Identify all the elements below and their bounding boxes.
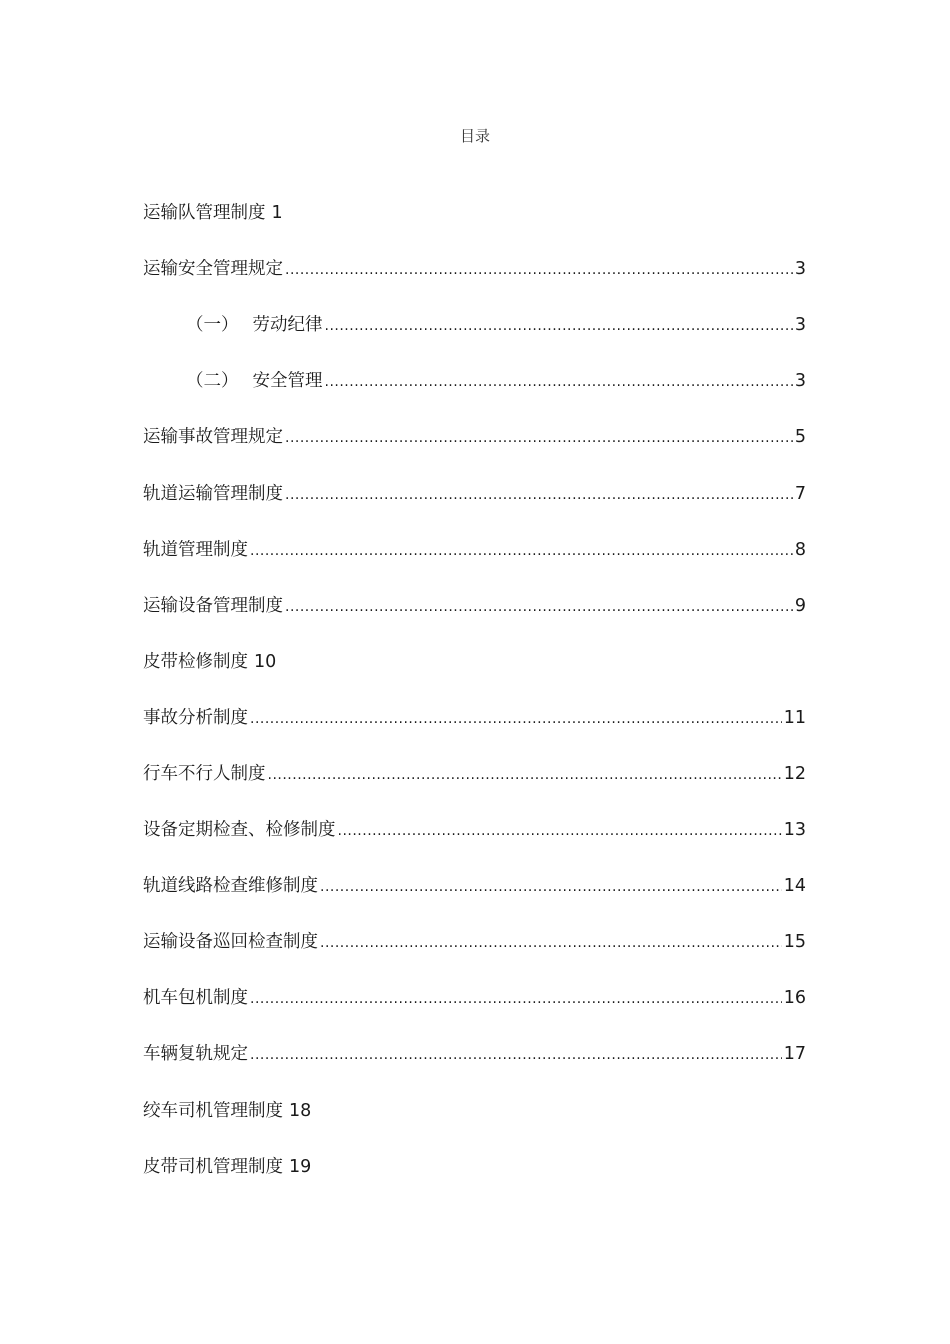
toc-entry-label: 轨道管理制度 — [143, 539, 248, 560]
toc-dot-leader — [338, 817, 782, 845]
toc-entry-page: 19 — [289, 1156, 312, 1177]
toc-entry-label: 运输设备管理制度 — [143, 595, 283, 616]
toc-entry[interactable] — [143, 914, 806, 970]
toc-entry-page: 9 — [794, 595, 806, 616]
toc-entry-label: 事故分析制度 — [143, 707, 248, 728]
toc-dot-leader — [325, 312, 793, 340]
toc-entry-label — [186, 311, 323, 339]
toc-entry-page: 1 — [271, 203, 283, 224]
toc-entry-label: 皮带司机管理制度 — [143, 1156, 283, 1177]
toc-entry-page: 8 — [794, 539, 806, 560]
toc-entry[interactable] — [143, 858, 806, 914]
toc-entry[interactable] — [143, 185, 806, 241]
toc-dot-leader — [250, 537, 793, 565]
toc-dot-leader — [285, 481, 793, 509]
toc-entry[interactable] — [143, 465, 806, 521]
toc-entry-label: 运输事故管理规定 — [143, 427, 283, 448]
toc-entry-label: 运输队管理制度 — [143, 203, 266, 224]
toc-entry-page: 7 — [794, 483, 806, 504]
toc-entry-prefix: （二） — [186, 371, 239, 392]
toc-entry[interactable] — [143, 522, 806, 578]
toc-entry-page: 10 — [254, 651, 277, 672]
toc-entry-page: 16 — [783, 988, 806, 1009]
toc-entry-page: 3 — [794, 315, 806, 336]
toc-entry-page: 5 — [794, 427, 806, 448]
toc-entry[interactable] — [143, 241, 806, 297]
toc-entry[interactable] — [143, 634, 806, 690]
toc-entry[interactable] — [143, 1083, 806, 1139]
toc-dot-leader — [285, 424, 793, 452]
toc-entry[interactable] — [143, 353, 806, 409]
toc-entry[interactable] — [143, 297, 806, 353]
toc-dot-leader — [250, 1041, 782, 1069]
toc-entry-page: 3 — [794, 259, 806, 280]
toc-dot-leader — [320, 929, 782, 957]
toc-entry-page: 14 — [783, 876, 806, 897]
toc-list — [143, 185, 806, 1195]
toc-entry-label: 机车包机制度 — [143, 988, 248, 1009]
toc-entry-label: 运输安全管理规定 — [143, 259, 283, 280]
toc-dot-leader — [268, 761, 782, 789]
toc-entry-page: 17 — [783, 1044, 806, 1065]
toc-entry[interactable] — [143, 690, 806, 746]
toc-entry[interactable] — [143, 746, 806, 802]
toc-dot-leader — [325, 368, 793, 396]
toc-dot-leader — [320, 873, 782, 901]
toc-entry-page: 3 — [794, 371, 806, 392]
toc-dot-leader — [285, 593, 793, 621]
toc-entry[interactable] — [143, 409, 806, 465]
toc-entry-text: 安全管理 — [252, 371, 323, 392]
toc-entry[interactable] — [143, 802, 806, 858]
toc-entry[interactable] — [143, 1026, 806, 1082]
toc-entry-page: 15 — [783, 932, 806, 953]
toc-entry[interactable] — [143, 970, 806, 1026]
toc-entry-page: 13 — [783, 820, 806, 841]
toc-entry[interactable] — [143, 1139, 806, 1195]
toc-entry-page: 11 — [783, 707, 806, 728]
toc-entry-label — [186, 367, 323, 395]
toc-entry-page: 12 — [783, 763, 806, 784]
toc-entry-label: 运输设备巡回检查制度 — [143, 932, 318, 953]
toc-entry-label: 轨道运输管理制度 — [143, 483, 283, 504]
toc-entry-prefix: （一） — [186, 315, 239, 336]
toc-entry-page: 18 — [289, 1100, 312, 1121]
toc-dot-leader — [250, 705, 782, 733]
toc-entry-label: 设备定期检查、检修制度 — [143, 820, 336, 841]
toc-entry-label: 行车不行人制度 — [143, 763, 266, 784]
toc-title: 目录 — [459, 127, 490, 145]
toc-entry-text: 劳动纪律 — [252, 315, 323, 336]
toc-dot-leader — [250, 985, 782, 1013]
toc-entry-label: 轨道线路检查维修制度 — [143, 876, 318, 897]
toc-entry[interactable] — [143, 578, 806, 634]
toc-entry-label: 皮带检修制度 — [143, 651, 248, 672]
toc-dot-leader — [285, 256, 793, 284]
toc-entry-label: 绞车司机管理制度 — [143, 1100, 283, 1121]
toc-entry-label: 车辆复轨规定 — [143, 1044, 248, 1065]
